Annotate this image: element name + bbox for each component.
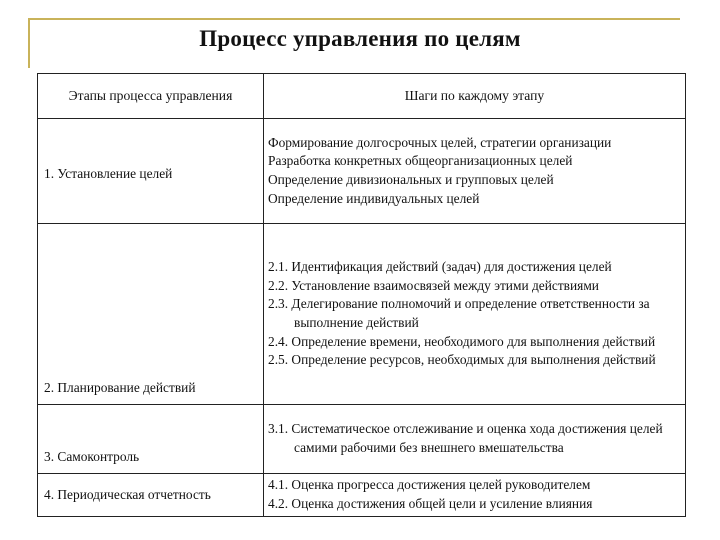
stage-label: 1. Установление целей <box>44 165 173 181</box>
steps-cell <box>264 474 686 517</box>
stage-cell <box>38 405 264 474</box>
step-item: 2.2. Установление взаимосвязей между этими действиями <box>268 277 599 293</box>
stage-label: 3. Самоконтроль <box>44 449 140 465</box>
table-row <box>38 224 686 405</box>
step-item: 3.1. Систематическое отслеживание и оценка хода достижения целей самими рабочими без внешнего вмешательства <box>268 421 663 455</box>
table-row <box>38 119 686 224</box>
header-steps: Шаги по каждому этапу <box>264 74 686 119</box>
step-item: Формирование долгосрочных целей, стратегии организации <box>268 134 612 150</box>
step-item: 2.1. Идентификация действий (задач) для достижения целей <box>268 259 612 275</box>
step-item: 2.5. Определение ресурсов, необходимых для выполнения действий <box>268 352 656 368</box>
step-item: Разработка конкретных общеорганизационных целей <box>268 153 573 169</box>
step-item: 4.1. Оценка прогресса достижения целей руководителем <box>268 477 591 493</box>
step-item: Определение дивизиональных и групповых целей <box>268 172 554 187</box>
stage-cell <box>38 474 264 517</box>
stage-cell <box>38 119 264 224</box>
table-row <box>38 405 686 474</box>
page-title: Процесс управления по целям <box>199 26 521 51</box>
step-item: 2.3. Делегирование полномочий и определение ответственности за выполнение действий <box>268 296 650 330</box>
steps-cell <box>264 405 686 474</box>
table-header-row <box>38 74 686 119</box>
stage-label: 4. Периодическая отчетность <box>44 486 211 502</box>
step-item: 2.4. Определение времени, необходимого для выполнения действий <box>268 333 656 349</box>
header-stages: Этапы процесса управления <box>38 74 264 119</box>
steps-cell <box>264 224 686 405</box>
step-item: 4.2. Оценка достижения общей цели и усиление влияния <box>268 496 593 511</box>
step-item: Определение индивидуальных целей <box>268 190 480 206</box>
stage-cell <box>38 224 264 405</box>
steps-cell <box>264 119 686 224</box>
stage-label: 2. Планирование действий <box>44 380 196 396</box>
table-row <box>38 474 686 517</box>
management-steps-table <box>37 73 686 517</box>
